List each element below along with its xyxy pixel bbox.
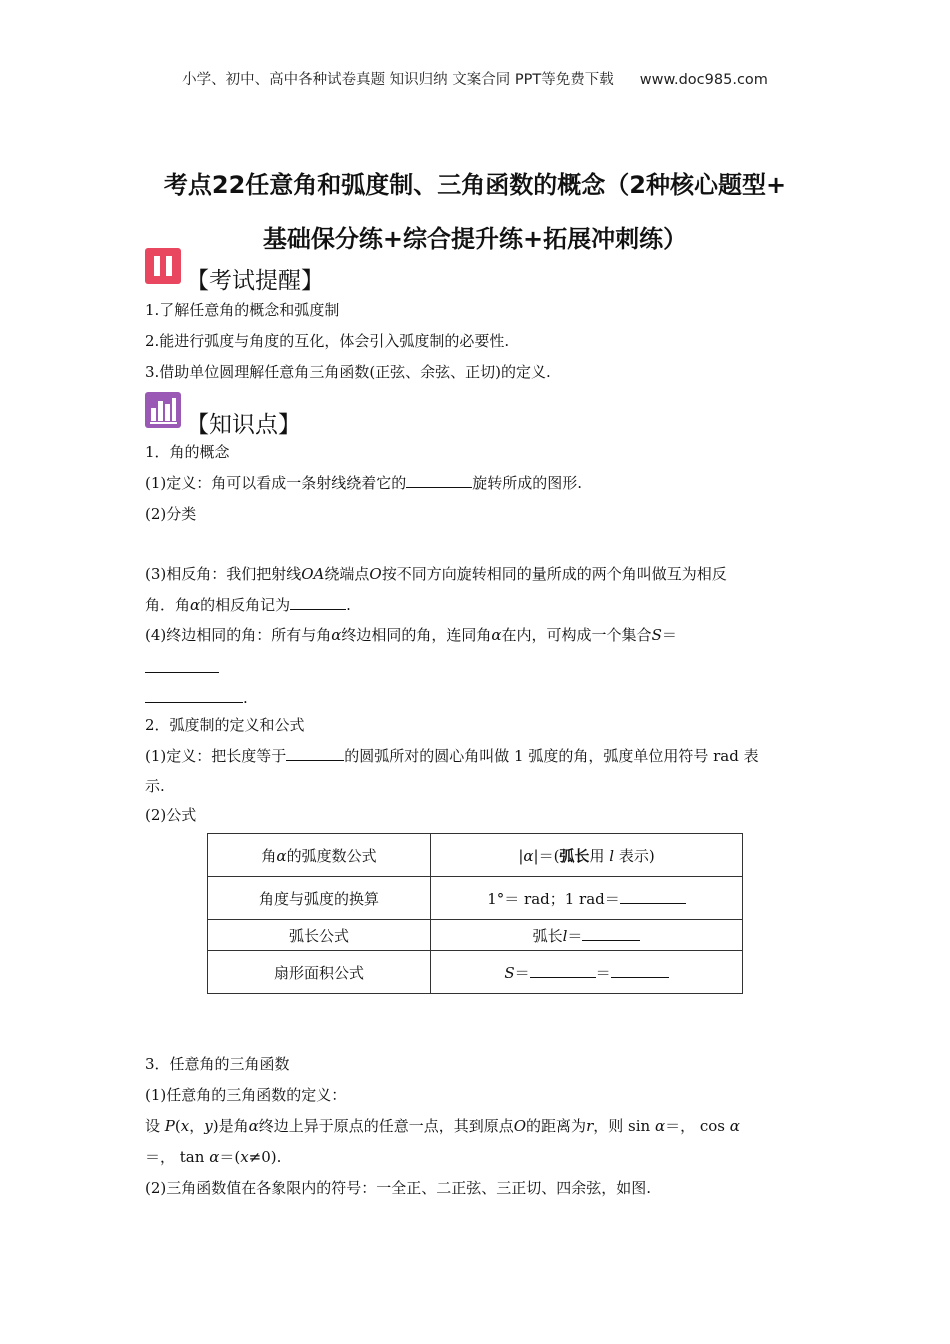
heading-radian: 2．弧度制的定义和公式 xyxy=(145,716,305,734)
title-line-2: 基础保分练+综合提升练+拓展冲刺练） xyxy=(262,225,688,253)
table-cell: |α|＝(弧长用 l 表示) xyxy=(431,834,743,877)
section-heading-knowledge: 【知识点】 xyxy=(186,412,301,438)
page-header xyxy=(0,68,950,89)
heading-angle-concept: 1．角的概念 xyxy=(145,443,230,461)
para-coterminal-end: . xyxy=(145,687,248,709)
para-classification: (2)分类 xyxy=(145,505,197,523)
para-radian-definition-cont: 示. xyxy=(145,777,165,795)
blank-line xyxy=(406,472,472,488)
reminder-item-3: 3.借助单位圆理解任意角三角函数(正弦、余弦、正切)的定义. xyxy=(145,363,551,381)
bar-chart-icon xyxy=(145,392,181,428)
reminder-item-2: 2.能进行弧度与角度的互化，体会引入弧度制的必要性. xyxy=(145,332,510,350)
para-radian-definition: (1)定义：把长度等于 的圆弧所对的圆心角叫做 1 弧度的角，弧度单位用符号 rad 表 xyxy=(145,747,759,765)
pause-icon xyxy=(145,248,181,284)
blank-line xyxy=(582,925,640,941)
heading-trig-functions: 3．任意角的三角函数 xyxy=(145,1055,290,1073)
para-trig-tan: ＝， tan α＝(x≠0). xyxy=(145,1148,282,1166)
blank-line xyxy=(145,687,243,703)
para-opposite-angle-cont: 角．角α的相反角记为 . xyxy=(145,596,351,614)
para-formula: (2)公式 xyxy=(145,806,197,824)
table-row xyxy=(208,951,743,994)
page-title xyxy=(100,158,850,266)
table-cell: 角度与弧度的换算 xyxy=(208,877,431,920)
table-cell: 1°＝ rad；1 rad＝ xyxy=(431,877,743,920)
blank-line xyxy=(530,962,596,978)
para-opposite-angle: (3)相反角：我们把射线OA绕端点O按不同方向旋转相同的量所成的两个角叫做互为相反 xyxy=(145,565,727,583)
table-cell: S＝ ＝ xyxy=(431,951,743,994)
section-heading-exam-reminder: 【考试提醒】 xyxy=(186,268,324,294)
table-row xyxy=(208,834,743,877)
para-angle-definition: (1)定义：角可以看成一条射线绕着它的 旋转所成的图形. xyxy=(145,474,583,492)
formula-table xyxy=(207,833,743,994)
header-text: 小学、初中、高中各种试卷真题 知识归纳 文案合同 PPT等免费下载 xyxy=(182,72,614,88)
blank-line xyxy=(286,745,344,761)
title-line-1: 考点22任意角和弧度制、三角函数的概念（2种核心题型+ xyxy=(163,171,787,199)
blank-line xyxy=(611,962,669,978)
table-cell: 弧长l＝ xyxy=(431,920,743,951)
reminder-item-1: 1.了解任意角的概念和弧度制 xyxy=(145,301,340,319)
blank-line xyxy=(290,594,346,610)
blank-line xyxy=(145,672,219,673)
para-quadrant-signs: (2)三角函数值在各象限内的符号：一全正、二正弦、三正切、四余弦，如图. xyxy=(145,1179,652,1197)
para-trig-setup: 设 P(x，y)是角α终边上异于原点的任意一点，其到原点O的距离为r，则 sin α＝， cos α xyxy=(145,1117,740,1135)
blank-line xyxy=(620,888,686,904)
table-row xyxy=(208,877,743,920)
table-cell: 扇形面积公式 xyxy=(208,951,431,994)
table-row xyxy=(208,920,743,951)
para-trig-definition: (1)任意角的三角函数的定义： xyxy=(145,1086,347,1104)
para-coterminal-angle: (4)终边相同的角：所有与角α终边相同的角，连同角α在内，可构成一个集合S＝ xyxy=(145,626,677,644)
table-cell: 弧长公式 xyxy=(208,920,431,951)
header-site[interactable]: www.doc985.com xyxy=(639,72,768,88)
table-cell: 角α的弧度数公式 xyxy=(208,834,431,877)
